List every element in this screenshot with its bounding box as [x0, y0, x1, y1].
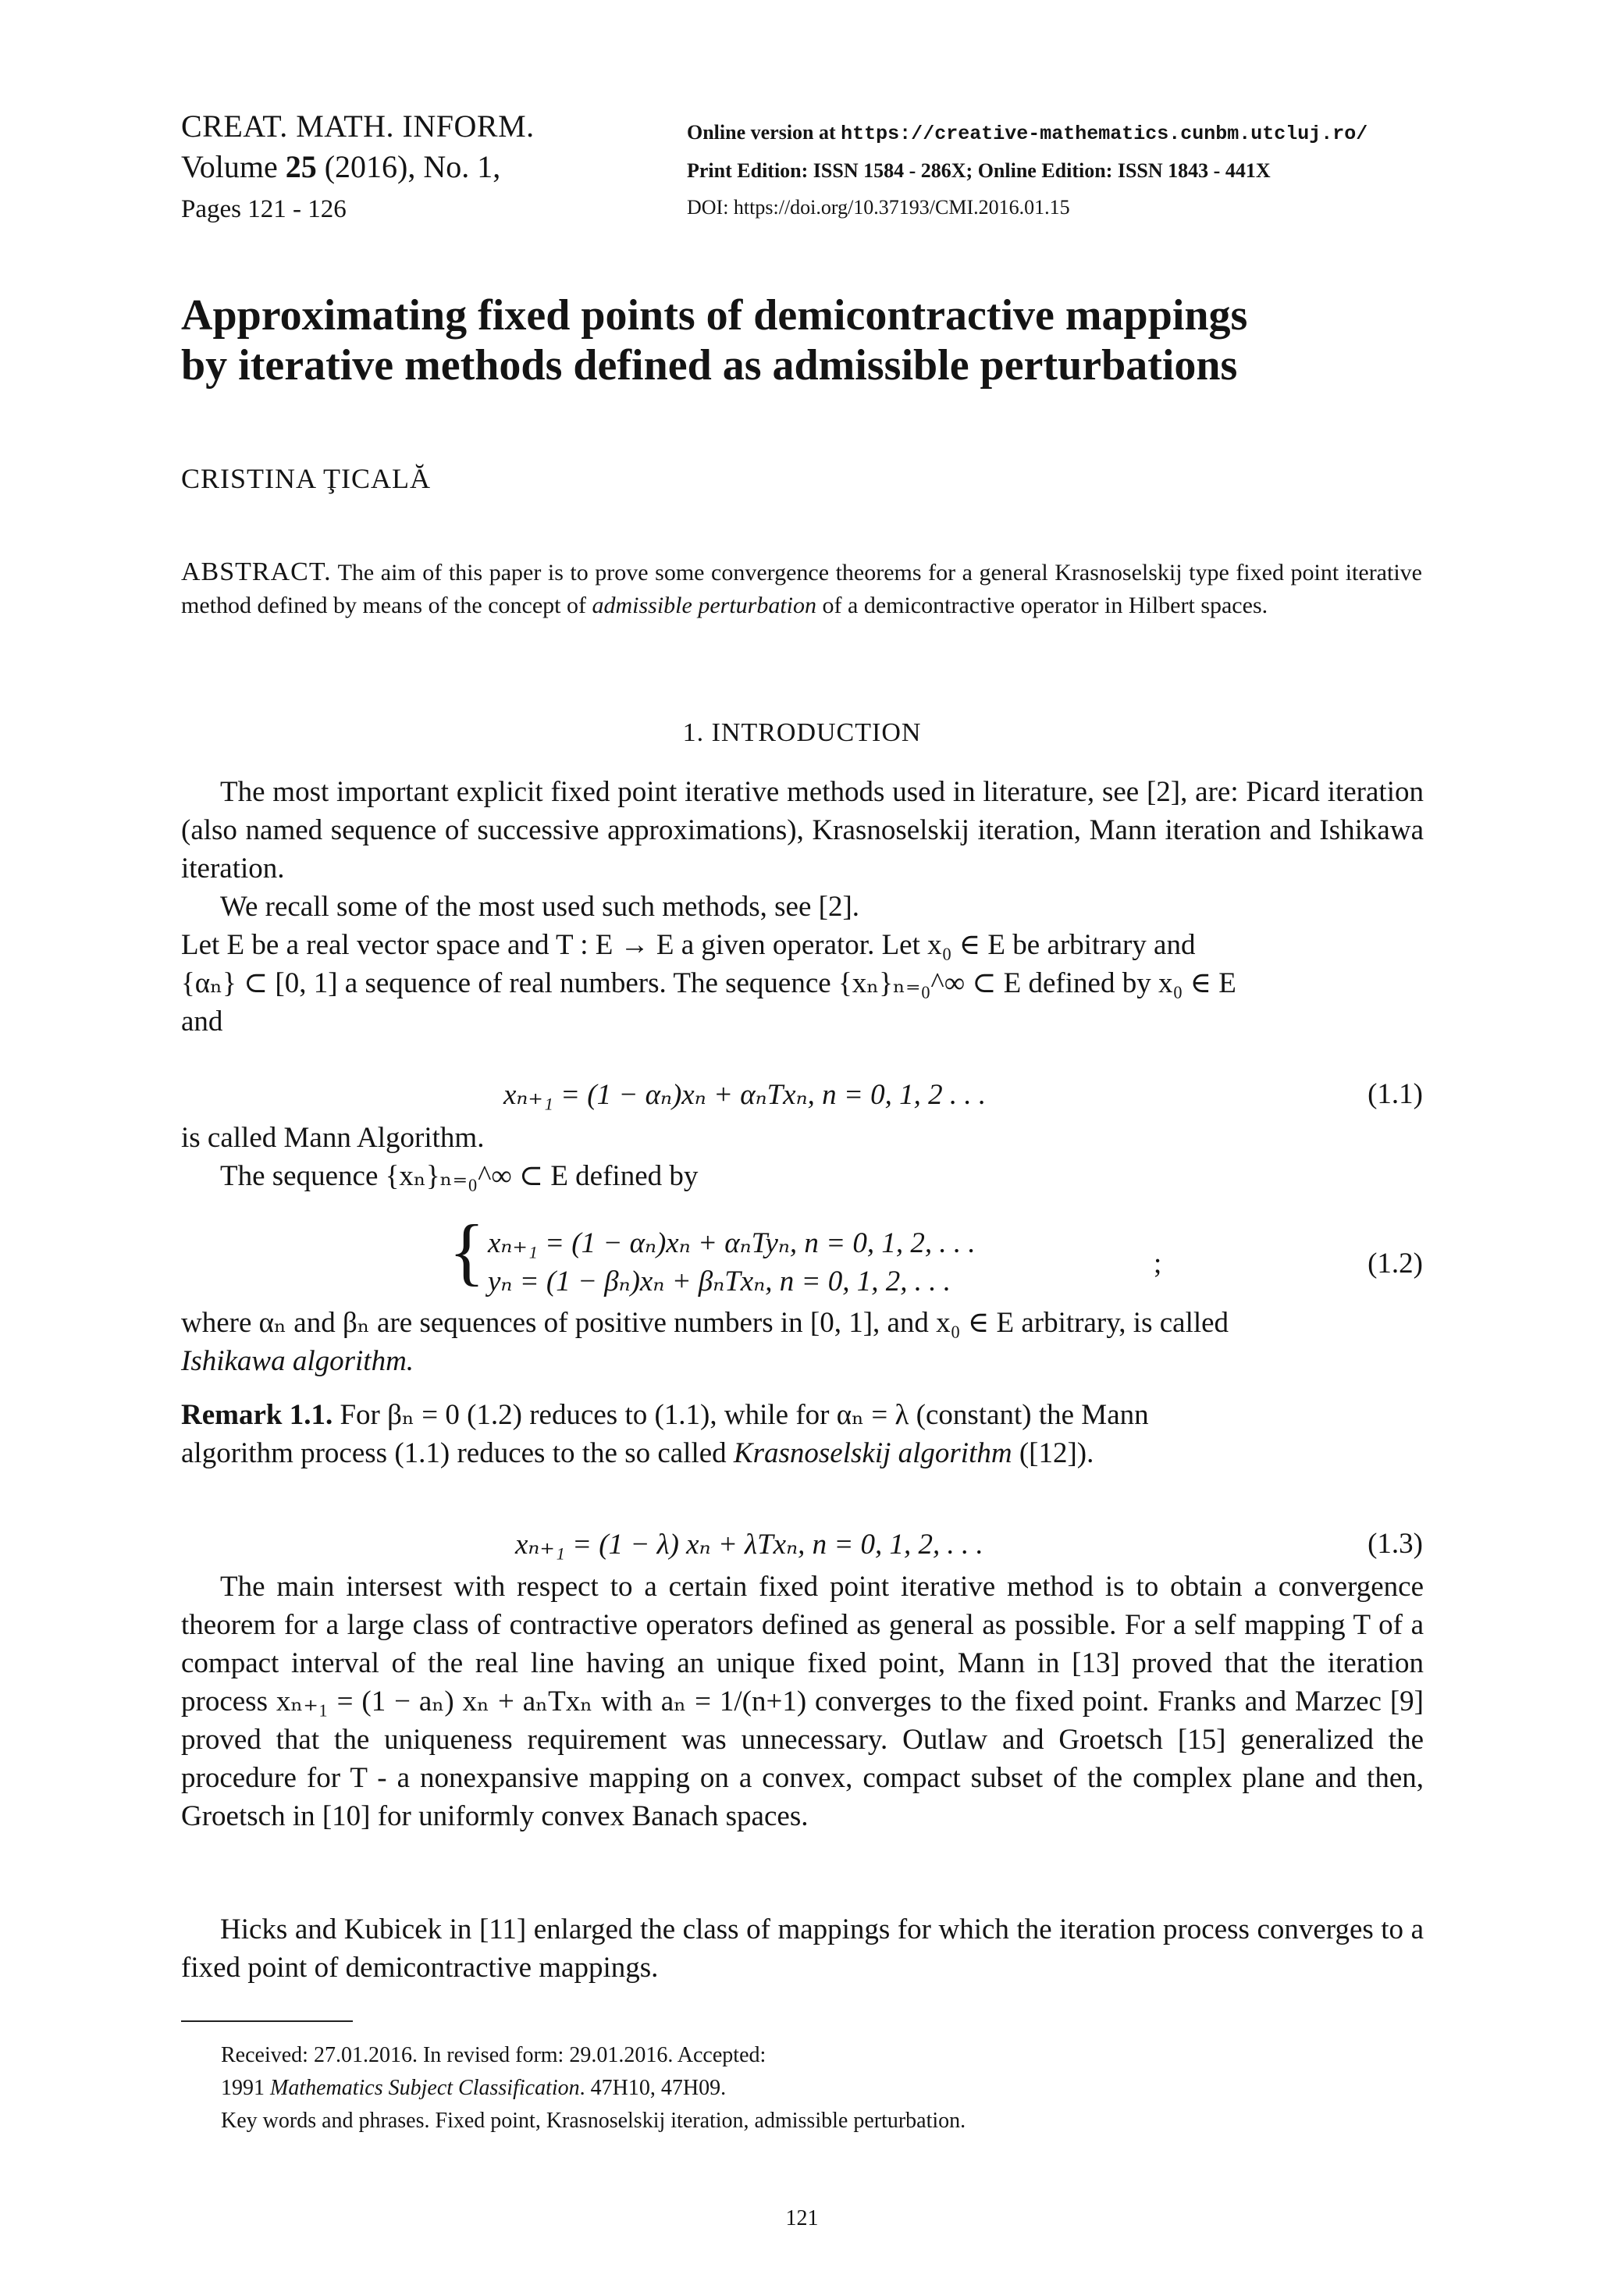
equation-1-2-line-2: yₙ = (1 − βₙ)xₙ + βₙTxₙ, n = 0, 1, 2, . . .	[488, 1265, 951, 1298]
paper-title: Approximating fixed points of demicontractive mappings by iterative methods defined as admissible perturbations	[181, 291, 1248, 390]
issn-line: Print Edition: ISSN 1584 - 286X; Online Edition: ISSN 1843 - 441X	[687, 159, 1271, 182]
equation-1-2-semicolon: ;	[1154, 1248, 1162, 1280]
journal-name: CREAT. MATH. INFORM.	[181, 109, 535, 144]
ishikawa-definition: where αₙ and βₙ are sequences of positive numbers in [0, 1], and x₀ ∈ E arbitrary, is called Ishikawa algorithm.	[181, 1307, 1229, 1377]
online-url[interactable]: https://creative-mathematics.cunbm.utcluj.ro/	[841, 123, 1368, 145]
footnote-keywords: Key words and phrases. Fixed point, Krasnoselskij iteration, admissible perturbation.	[221, 2109, 966, 2133]
author-name: CRISTINA ŢICALĂ	[181, 463, 431, 494]
remark-label: Remark 1.1.	[181, 1399, 333, 1431]
paragraph-1: The most important explicit fixed point iterative methods used in literature, see [2], are: Picard iteration (also named sequence of successive approximations), Krasnoselskij iteration, Mann iteration and Ishikawa iteration.	[181, 776, 1424, 885]
journal-header	[181, 108, 681, 230]
volume-number: 25	[285, 149, 317, 184]
footnote-rule	[181, 2020, 353, 2022]
page-number: 121	[785, 2206, 819, 2230]
pages-line: Pages 121 - 126	[181, 195, 347, 223]
footnote-received: Received: 27.01.2016. In revised form: 29.01.2016. Accepted:	[221, 2043, 766, 2067]
abstract: ABSTRACT. The aim of this paper is to prove some convergence theorems for a general Krasnoselskij type fixed point iterative method defined by means of the concept of admissible perturbation of a demicontractive operator in Hilbert spaces.	[181, 557, 1422, 618]
equation-number-1-2: (1.2)	[1367, 1248, 1423, 1280]
remark-1-1: Remark 1.1. For βₙ = 0 (1.2) reduces to (1.1), while for αₙ = λ (constant) the Mann algorithm process (1.1) reduces to the so called Krasnoselskij algorithm ([12]).	[181, 1399, 1149, 1469]
paragraph-3: Let E be a real vector space and T : E → E a given operator. Let x₀ ∈ E be arbitrary and {αₙ} ⊂ [0, 1] a sequence of real numbers. The sequence {xₙ}ₙ₌₀^∞ ⊂ E defined by x₀ ∈ E and	[181, 929, 1236, 1038]
paragraph-2: We recall some of the most used such methods, see [2].	[220, 891, 860, 923]
section-heading: 1. INTRODUCTION	[682, 718, 922, 747]
equation-1-3: xₙ₊₁ = (1 − λ) xₙ + λTxₙ, n = 0, 1, 2, . . .	[515, 1529, 983, 1561]
paragraph-5: Hicks and Kubicek in [11] enlarged the class of mappings for which the iteration process converges to a fixed point of demicontractive mappings.	[181, 1913, 1424, 1984]
online-version: Online version at https://creative-mathematics.cunbm.utcluj.ro/	[687, 121, 1368, 145]
equation-1-2-line-1: xₙ₊₁ = (1 − αₙ)xₙ + αₙTyₙ, n = 0, 1, 2, . . .	[488, 1227, 976, 1259]
mann-line: is called Mann Algorithm.	[181, 1122, 485, 1154]
doi-line[interactable]: DOI: https://doi.org/10.37193/CMI.2016.01.15	[687, 196, 1070, 219]
volume-line: Volume 25 (2016), No. 1,	[181, 149, 501, 184]
equation-1-1: xₙ₊₁ = (1 − αₙ)xₙ + αₙTxₙ, n = 0, 1, 2 . . .	[503, 1079, 987, 1111]
paragraph-4: The main intersest with respect to a certain fixed point iterative method is to obtain a convergence theorem for a large class of contractive operators defined as general as possible. For a self mapping T of a compact interval of the real line having an unique fixed point, Mann in [13] proved that the iteration process xₙ₊₁ = (1 − aₙ) xₙ + aₙTxₙ with aₙ = 1/(n+1) converges to the fixed point. Franks and Marzec [9] proved that the uniqueness requirement was unnecessary. Outlaw and Groetsch [15] generalized the procedure for T - a nonexpansive mapping on a convex, compact subset of the complex plane and then, Groetsch in [10] for uniformly convex Banach spaces.	[181, 1571, 1424, 1832]
footnote-msc: 1991 Mathematics Subject Classification. 47H10, 47H09.	[221, 2076, 727, 2100]
sequence-definition: The sequence {xₙ}ₙ₌₀^∞ ⊂ E defined by	[220, 1160, 699, 1192]
system-brace: {	[449, 1209, 485, 1293]
abstract-label: ABSTRACT.	[181, 557, 332, 586]
publication-info	[687, 114, 1467, 226]
equation-number-1-1: (1.1)	[1367, 1078, 1423, 1110]
equation-number-1-3: (1.3)	[1367, 1528, 1423, 1560]
